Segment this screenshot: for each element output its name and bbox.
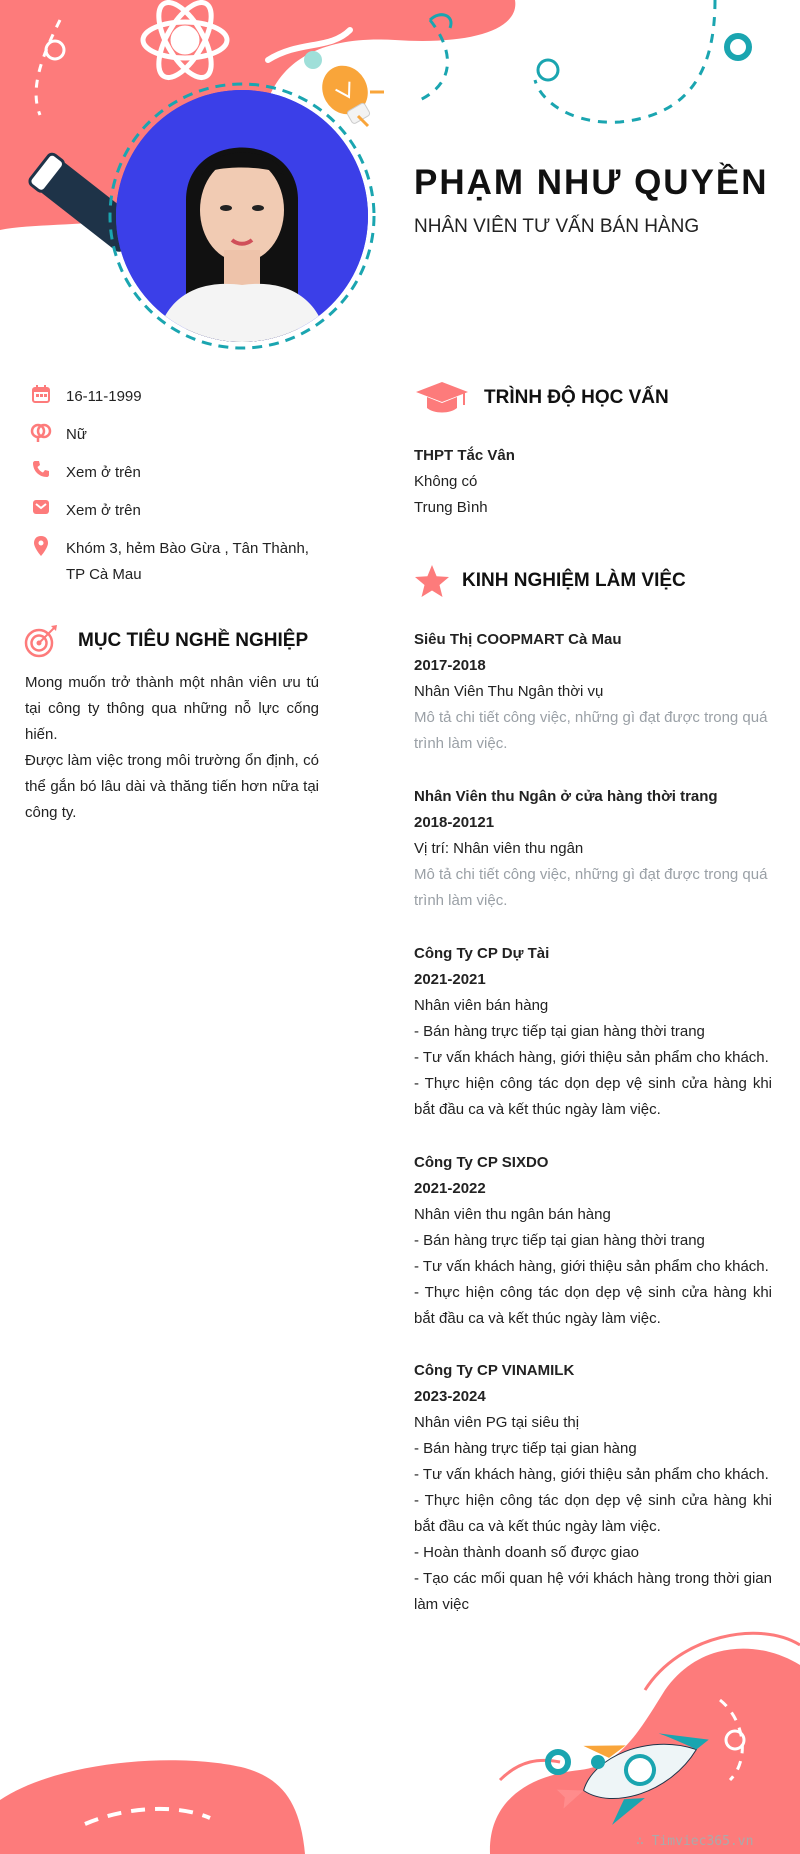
graduation-cap-icon xyxy=(414,380,470,416)
job-role: Nhân viên thu ngân bán hàng xyxy=(414,1206,611,1223)
job-description-placeholder: Mô tả chi tiết công việc, những gì đạt được trong quá trình làm việc. xyxy=(414,709,768,752)
job-detail: - Tạo các mối quan hệ với khách hàng trong thời gian làm việc xyxy=(414,1570,772,1613)
target-icon xyxy=(24,624,58,658)
contact-address xyxy=(26,536,316,588)
job-detail: - Thực hiện công tác dọn dẹp vệ sinh cửa hàng khi bắt đầu ca và kết thúc ngày làm việc. xyxy=(414,1492,772,1535)
objective-heading xyxy=(24,624,308,658)
education-entry xyxy=(414,443,772,521)
job-role: Nhân Viên Thu Ngân thời vụ xyxy=(414,683,604,700)
birthday-value: 16-11-1999 xyxy=(66,388,142,405)
gender-value: Nữ xyxy=(66,426,87,443)
education-heading xyxy=(414,380,669,416)
company-name: Công Ty CP Dự Tài xyxy=(414,945,550,962)
job-detail: - Hoàn thành doanh số được giao xyxy=(414,1544,640,1561)
location-pin-icon xyxy=(26,536,56,558)
contact-gender xyxy=(26,422,316,448)
candidate-name: PHẠM NHƯ QUYỀN xyxy=(414,163,769,202)
job-detail: - Bán hàng trực tiếp tại gian hàng thời trang xyxy=(414,1023,705,1040)
gender-icon xyxy=(26,422,56,444)
job-detail: - Tư vấn khách hàng, giới thiệu sản phẩm cho khách. xyxy=(414,1258,769,1275)
phone-value: Xem ở trên xyxy=(66,464,141,481)
contact-email xyxy=(26,498,316,524)
watermark: ∴ Timviec365.vn xyxy=(636,1834,754,1849)
job-period: 2021-2022 xyxy=(414,1180,486,1197)
experience-entry xyxy=(414,784,772,914)
objective-title: MỤC TIÊU NGHỀ NGHIỆP xyxy=(78,630,309,651)
education-title: TRÌNH ĐỘ HỌC VẤN xyxy=(484,387,669,408)
job-detail: - Thực hiện công tác dọn dẹp vệ sinh cửa hàng khi bắt đầu ca và kết thúc ngày làm việc. xyxy=(414,1075,772,1118)
candidate-job-title: NHÂN VIÊN TƯ VẤN BÁN HÀNG xyxy=(414,216,700,237)
job-period: 2021-2021 xyxy=(414,971,486,988)
experience-entry xyxy=(414,941,772,1123)
contact-birthday xyxy=(26,384,316,410)
company-name: Nhân Viên thu Ngân ở cửa hàng thời trang xyxy=(414,788,718,805)
education-line-1: Không có xyxy=(414,473,478,490)
job-period: 2017-2018 xyxy=(414,657,486,674)
company-name: Công Ty CP SIXDO xyxy=(414,1154,549,1171)
job-detail: - Tư vấn khách hàng, giới thiệu sản phẩm cho khách. xyxy=(414,1466,769,1483)
phone-icon xyxy=(26,460,56,482)
job-detail: - Bán hàng trực tiếp tại gian hàng thời trang xyxy=(414,1232,705,1249)
job-period: 2023-2024 xyxy=(414,1388,486,1405)
profile-photo xyxy=(116,90,368,342)
school-name: THPT Tắc Vân xyxy=(414,447,515,464)
star-icon xyxy=(414,564,450,598)
job-role: Nhân viên PG tại siêu thị xyxy=(414,1414,580,1431)
job-detail: - Tư vấn khách hàng, giới thiệu sản phẩm cho khách. xyxy=(414,1049,769,1066)
experience-entry xyxy=(414,1150,772,1332)
experience-entry xyxy=(414,1358,772,1618)
email-icon xyxy=(26,498,56,520)
experience-heading xyxy=(414,564,686,598)
experience-entry xyxy=(414,627,772,757)
contact-phone xyxy=(26,460,316,486)
calendar-icon xyxy=(26,384,56,406)
job-description-placeholder: Mô tả chi tiết công việc, những gì đạt được trong quá trình làm việc. xyxy=(414,866,768,909)
company-name: Siêu Thị COOPMART Cà Mau xyxy=(414,631,622,648)
job-detail: - Bán hàng trực tiếp tại gian hàng xyxy=(414,1440,637,1457)
company-name: Công Ty CP VINAMILK xyxy=(414,1362,575,1379)
email-value: Xem ở trên xyxy=(66,502,141,519)
objective-paragraph-2: Được làm việc trong môi trường ổn định, có thể gắn bó lâu dài và thăng tiến hơn nữa tại công ty. xyxy=(25,752,319,821)
job-role: Vị trí: Nhân viên thu ngân xyxy=(414,840,584,857)
education-line-2: Trung Bình xyxy=(414,499,488,516)
job-detail: - Thực hiện công tác dọn dẹp vệ sinh cửa hàng khi bắt đầu ca và kết thúc ngày làm việc. xyxy=(414,1284,772,1327)
address-value: Khóm 3, hẻm Bào Gừa , Tân Thành, TP Cà Mau xyxy=(66,540,309,583)
experience-title: KINH NGHIỆM LÀM VIỆC xyxy=(462,570,686,591)
job-period: 2018-20121 xyxy=(414,814,495,831)
objective-paragraph-1: Mong muốn trở thành một nhân viên ưu tú tại công ty thông qua những nỗ lực cống hiến. xyxy=(25,674,319,743)
job-role: Nhân viên bán hàng xyxy=(414,997,549,1014)
